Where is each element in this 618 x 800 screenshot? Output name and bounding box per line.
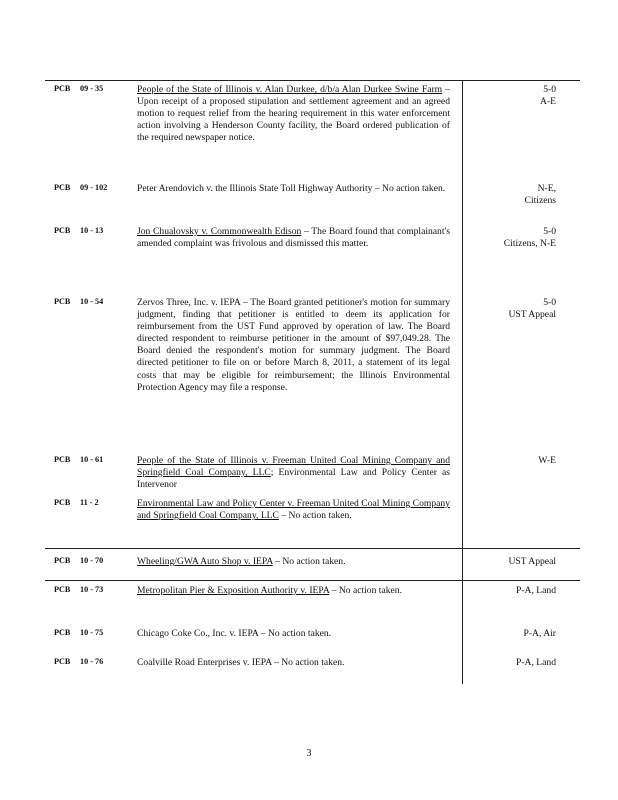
vote-line: UST Appeal: [508, 309, 556, 321]
case-name: Coalville Road Enterprises v. IEPA: [137, 657, 272, 668]
case-description: [137, 183, 450, 195]
vote-cell: [446, 455, 556, 467]
case-name: Environmental Law and Policy Center v. Freeman United Coal Mining Company and Springfield Coal Company, LLC: [137, 498, 450, 522]
docket-number: 10 - 75: [80, 628, 104, 637]
docket-number: 09 - 102: [80, 183, 108, 192]
case-action: – No action taken.: [274, 657, 345, 668]
docket-number: 10 - 13: [80, 226, 104, 235]
case-name: Metropolitan Pier & Exposition Authority v. IEPA: [137, 585, 330, 596]
vote-cell: [446, 585, 556, 597]
case-action: – No action taken.: [331, 585, 402, 596]
vote-line: 5-0: [543, 297, 556, 308]
case-description: [137, 84, 450, 144]
docket-number: 11 - 2: [80, 498, 99, 507]
docket-prefix: PCB: [54, 657, 71, 666]
vote-line: A-E: [540, 96, 556, 108]
vote-line: 5-0: [543, 226, 556, 237]
case-action: – No action taken.: [281, 510, 352, 522]
vote-cell: [446, 297, 556, 321]
vote-line: P-A, Land: [516, 657, 556, 668]
docket-number: 09 - 35: [80, 84, 104, 93]
vote-cell: [446, 556, 556, 568]
docket-prefix: PCB: [54, 297, 71, 306]
vote-line: N-E,: [537, 183, 556, 194]
case-name: People of the State of Illinois v. Freeman United Coal Mining Company and Springfield Coal Company, LLC: [137, 455, 450, 479]
vote-line: Citizens, N-E: [503, 238, 556, 250]
case-action: – No action taken.: [374, 183, 446, 194]
vote-line: W-E: [538, 455, 556, 466]
docket-prefix: PCB: [54, 183, 71, 192]
case-description: [137, 657, 450, 669]
docket-prefix: PCB: [54, 455, 71, 464]
vote-cell: [446, 183, 556, 207]
row-divider: [45, 580, 580, 581]
vote-cell: [446, 628, 556, 640]
case-action: – Upon receipt of a proposed stipulation and settlement agreement and an agreed motion to request relief from the hearing requirement in this water enforcement action involving a Henderson County facility, the Board ordered publication of the required newspaper notice.: [137, 84, 450, 144]
case-description: [137, 498, 450, 522]
vote-line: 5-0: [543, 84, 556, 95]
case-action: – No action taken.: [275, 556, 346, 567]
case-name: People of the State of Illinois v. Alan Durkee, d/b/a Alan Durkee Swine Farm: [137, 84, 443, 95]
case-name: Zervos Three, Inc. v. IEPA: [137, 297, 241, 308]
docket-number: 10 - 70: [80, 556, 104, 565]
case-name: Wheeling/GWA Auto Shop v. IEPA: [137, 556, 273, 567]
case-description: [137, 585, 450, 597]
vote-cell: [446, 226, 556, 250]
vote-line: P-A, Air: [523, 628, 556, 639]
docket-prefix: PCB: [54, 628, 71, 637]
docket-number: 10 - 61: [80, 455, 104, 464]
case-action: ; Environmental Law and Policy Center as Intervenor: [137, 467, 450, 491]
case-description: [137, 628, 450, 640]
table-top-rule: [45, 80, 580, 81]
docket-number: 10 - 76: [80, 657, 104, 666]
case-description: [137, 226, 450, 250]
docket-prefix: PCB: [54, 585, 71, 594]
vote-line: UST Appeal: [508, 556, 556, 567]
docket-prefix: PCB: [54, 226, 71, 235]
case-action: – No action taken.: [260, 628, 332, 639]
vote-cell: [446, 657, 556, 669]
docket-prefix: PCB: [54, 498, 71, 507]
vote-line: P-A, Land: [516, 585, 556, 596]
docket-number: 10 - 73: [80, 585, 104, 594]
docket-prefix: PCB: [54, 556, 71, 565]
case-action: – The Board granted petitioner's motion for summary judgment, finding that petitioner is entitled to deem its application for reimbursement from the UST Fund approved by operation of law. The Board directed respondent to reimburse petitioner in the amount of $97,049.28. The Board denied the respondent's motion for summary judgment. The Board directed petitioner to file on or before March 8, 2011, a statement of its legal costs that may be eligible for reimbursement; the Illinois Environmental Protection Agency may file a response.: [137, 297, 450, 393]
case-description: [137, 455, 450, 491]
case-name: Chicago Coke Co., Inc. v. IEPA: [137, 628, 259, 639]
page-number: 3: [306, 748, 312, 759]
case-action: – The Board found that complainant's amended complaint was frivolous and dismissed this matter.: [137, 226, 450, 250]
row-divider: [45, 548, 580, 549]
case-name: Peter Arendovich v. the Illinois State Toll Highway Authority: [137, 183, 373, 194]
case-description: [137, 297, 450, 394]
vote-cell: [446, 84, 556, 108]
docket-number: 10 - 54: [80, 297, 104, 306]
case-name: Jon Chualovsky v. Commonwealth Edison: [137, 226, 302, 237]
docket-prefix: PCB: [54, 84, 71, 93]
case-description: [137, 556, 450, 568]
vote-line: Citizens: [524, 195, 556, 207]
